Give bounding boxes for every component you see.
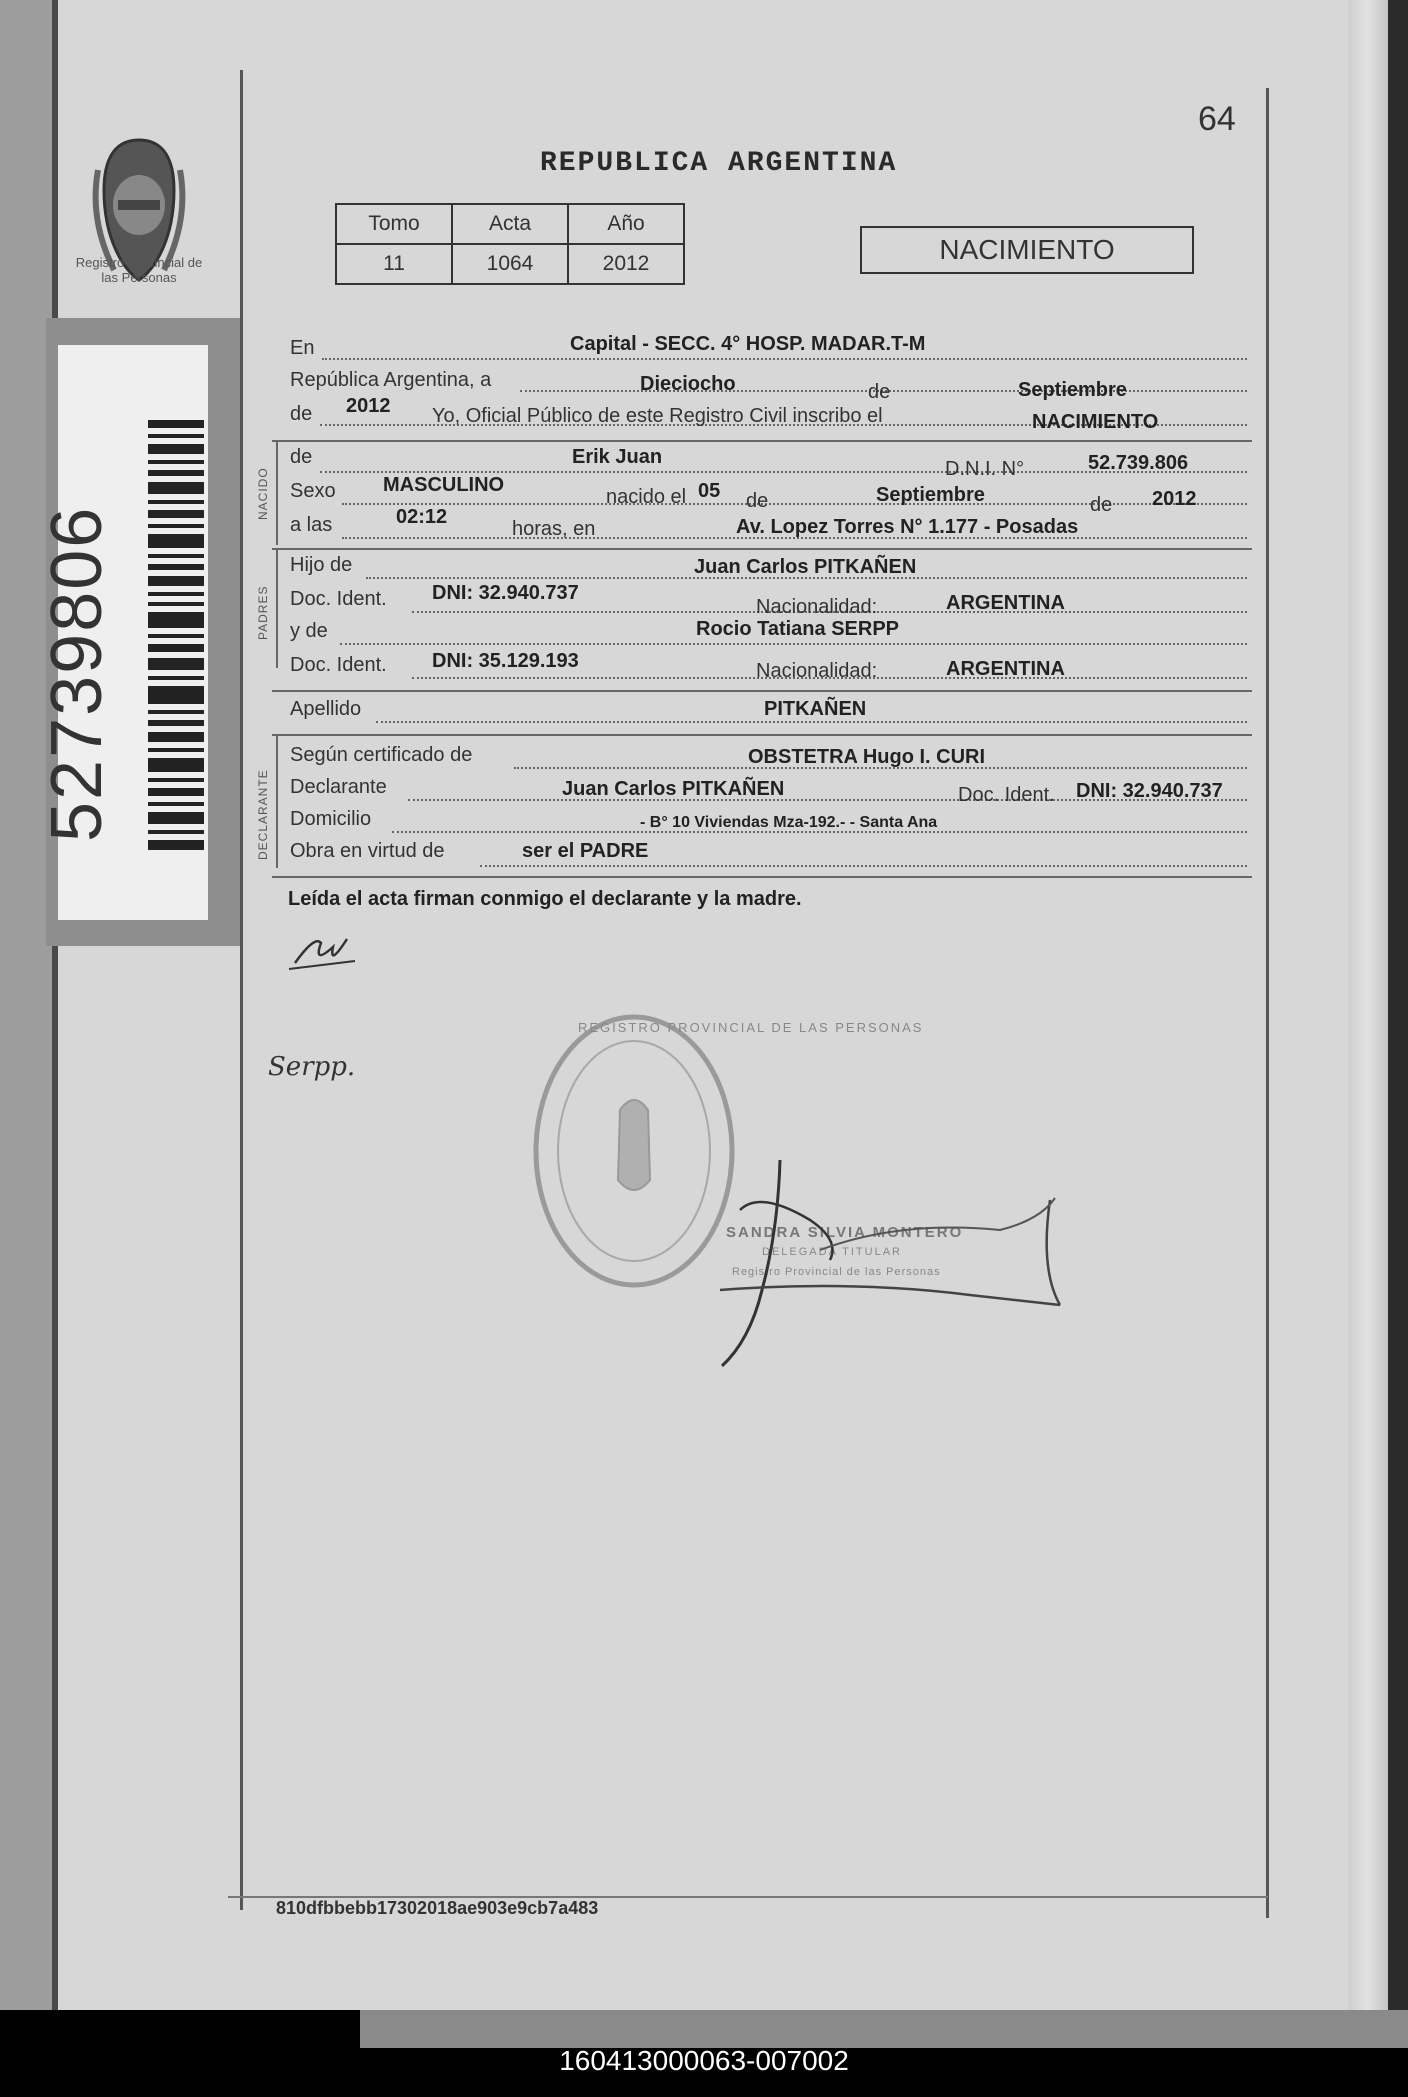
apellido-label: Apellido: [290, 698, 362, 720]
nacido-dia: 05: [698, 480, 721, 502]
logo-caption: Registro Provincial de las Personas: [75, 255, 203, 285]
section-divider: [272, 690, 1252, 692]
apellido-value: PITKAÑEN: [764, 698, 867, 720]
anio-value: 2012: [346, 395, 391, 417]
madre-signature: Serpp.: [268, 1052, 356, 1082]
tomo-acta-table: [335, 203, 685, 285]
table-header-cell: Acta: [452, 204, 568, 244]
doc-ident-label: Doc. Ident.: [290, 654, 387, 676]
table-header-cell: Año: [568, 204, 684, 244]
footer-id: 160413000063-007002: [559, 2045, 849, 2076]
document-title: REPUBLICA ARGENTINA: [540, 148, 898, 179]
acta-type-box: NACIMIENTO: [860, 226, 1194, 274]
closing-statement: Leída el acta firman conmigo el declarante y la madre.: [288, 888, 802, 910]
page-number: 64: [1198, 100, 1236, 138]
mes-value: Septiembre: [1018, 379, 1127, 401]
de-label: de: [746, 490, 769, 512]
right-margin-line: [1266, 88, 1269, 1918]
segun-value: OBSTETRA Hugo I. CURI: [748, 746, 986, 768]
a-las-label: a las: [290, 514, 333, 536]
de-label: de: [868, 381, 891, 403]
stamp-official-role: DELEGADA TITULAR: [762, 1246, 902, 1258]
decl-doc-label: Doc. Ident.: [958, 784, 1055, 806]
republica-label: República Argentina, a: [290, 369, 492, 391]
domicilio-label: Domicilio: [290, 808, 372, 830]
padre-value: Juan Carlos PITKAÑEN: [694, 556, 917, 578]
section-bar: [276, 440, 278, 545]
dotted-line: [322, 357, 1247, 360]
segun-label: Según certificado de: [290, 744, 473, 766]
section-divider: [272, 876, 1252, 878]
table-cell: 1064: [452, 244, 568, 284]
madre-dni: DNI: 35.129.193: [432, 650, 579, 672]
dotted-line: [340, 642, 1247, 645]
table-header-cell: Tomo: [336, 204, 452, 244]
stamp-ring-text: REGISTRO PROVINCIAL DE LAS PERSONAS: [578, 1020, 924, 1035]
declarante-section-label: DECLARANTE: [256, 769, 270, 860]
y-de-label: y de: [290, 620, 328, 642]
table-cell: 11: [336, 244, 452, 284]
bottom-gray-band: [360, 2010, 1408, 2048]
nacionalidad-label: Nacionalidad:: [756, 596, 878, 618]
left-margin-line: [240, 70, 243, 1910]
nombre-value: Erik Juan: [572, 446, 663, 468]
domicilio-value: - B° 10 Viviendas Mza-192.- - Santa Ana: [640, 814, 938, 831]
declarante-value: Juan Carlos PITKAÑEN: [562, 778, 785, 800]
dni-value: 52.739.806: [1088, 452, 1189, 474]
table-header-row: [336, 204, 684, 244]
en-value: Capital - SECC. 4° HOSP. MADAR.T-M: [570, 333, 926, 355]
sexo-value: MASCULINO: [383, 474, 505, 496]
obra-label: Obra en virtud de: [290, 840, 445, 862]
hora-value: 02:12: [396, 506, 448, 528]
barcode-number: 52739806: [37, 505, 117, 842]
nacido-section-label: NACIDO: [256, 467, 270, 520]
doc-ident-label: Doc. Ident.: [290, 588, 387, 610]
yo-label: Yo, Oficial Público de este Registro Civil inscribo el: [432, 405, 883, 427]
table-value-row: [336, 244, 684, 284]
section-divider: [272, 440, 1252, 442]
obra-value: ser el PADRE: [522, 840, 649, 862]
sexo-label: Sexo: [290, 480, 336, 502]
de-label: de: [290, 403, 313, 425]
stamp-official-name: SANDRA SILVIA MONTERO: [726, 1224, 964, 1241]
madre-nacionalidad: ARGENTINA: [946, 658, 1065, 680]
barcode-bars: [148, 420, 204, 850]
section-bar: [276, 548, 278, 668]
official-signature: [700, 1150, 1070, 1370]
section-divider: [272, 548, 1252, 550]
madre-value: Rocio Tatiana SERPP: [696, 618, 900, 640]
dia-value: Dieciocho: [640, 373, 736, 395]
declarante-label: Declarante: [290, 776, 387, 798]
page-right-edge: [1348, 0, 1388, 2010]
hijo-label: Hijo de: [290, 554, 353, 576]
de-label: de: [1090, 494, 1113, 516]
padre-nacionalidad: ARGENTINA: [946, 592, 1065, 614]
document-page: [58, 0, 1388, 2010]
padre-dni: DNI: 32.940.737: [432, 582, 579, 604]
padres-section-label: PADRES: [256, 585, 270, 640]
nacido-label: nacido el: [606, 486, 687, 508]
document-hash: 810dfbbebb17302018ae903e9cb7a483: [276, 1898, 599, 1918]
declarante-signature: [285, 925, 365, 975]
nacionalidad-label: Nacionalidad:: [756, 660, 878, 682]
declarante-dni: DNI: 32.940.737: [1076, 780, 1223, 802]
nacido-mes: Septiembre: [876, 484, 985, 506]
lugar-value: Av. Lopez Torres N° 1.177 - Posadas: [736, 516, 1079, 538]
horas-en-label: horas, en: [512, 518, 596, 540]
inscribo-value: NACIMIENTO: [1032, 411, 1159, 433]
section-divider: [272, 734, 1252, 736]
dotted-line: [480, 864, 1247, 867]
table-cell: 2012: [568, 244, 684, 284]
dni-label: D.N.I. N°: [945, 458, 1025, 480]
section-bar: [276, 734, 278, 868]
stamp-official-org: Registro Provincial de las Personas: [732, 1266, 941, 1278]
nacido-anio: 2012: [1152, 488, 1197, 510]
en-label: En: [290, 337, 315, 359]
de-label: de: [290, 446, 313, 468]
